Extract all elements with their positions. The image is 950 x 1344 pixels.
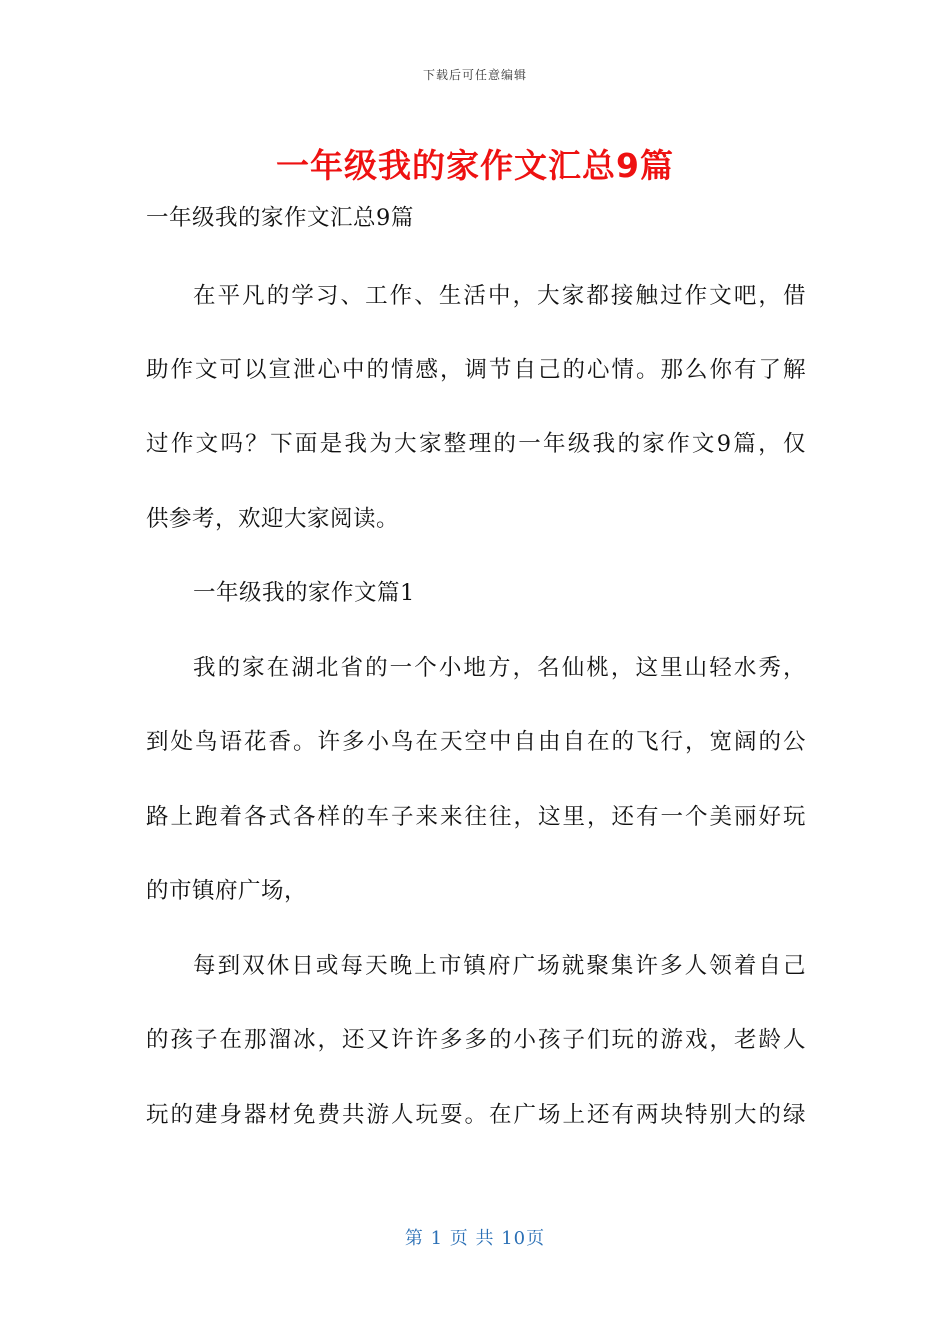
subtitle-line: 一年级我的家作文汇总9篇 [146, 205, 414, 231]
paragraph-line: 我的家在湖北省的一个小地方，名仙桃，这里山轻水秀， [193, 655, 806, 681]
header-note: 下载后可任意编辑 [422, 68, 527, 82]
paragraph-line: 助作文可以宣泄心中的情感，调节自己的心情。那么你有了解 [146, 357, 806, 383]
paragraph-line: 过作文吗？下面是我为大家整理的一年级我的家作文9篇，仅 [146, 431, 806, 457]
paragraph-line: 路上跑着各式各样的车子来来往往，这里，还有一个美丽好玩 [146, 804, 806, 830]
document-title: 一年级我的家作文汇总9篇 [276, 146, 674, 185]
paragraph-line: 玩的建身器材免费共游人玩耍。在广场上还有两块特别大的绿 [146, 1102, 806, 1128]
paragraph-line: 在平凡的学习、工作、生活中，大家都接触过作文吧，借 [193, 283, 806, 309]
paragraph-line: 每到双休日或每天晚上市镇府广场就聚集许多人领着自己 [193, 953, 806, 979]
paragraph-line: 到处鸟语花香。许多小鸟在天空中自由自在的飞行，宽阔的公 [146, 729, 806, 755]
paragraph-line: 供参考，欢迎大家阅读。 [146, 506, 400, 532]
section-heading: 一年级我的家作文篇1 [193, 580, 415, 606]
paragraph-line: 的市镇府广场， [146, 878, 308, 904]
paragraph-line: 的孩子在那溜冰，还又许许多多的小孩子们玩的游戏，老龄人 [146, 1027, 806, 1053]
page-footer: 第 1 页 共 10页 [404, 1228, 546, 1249]
